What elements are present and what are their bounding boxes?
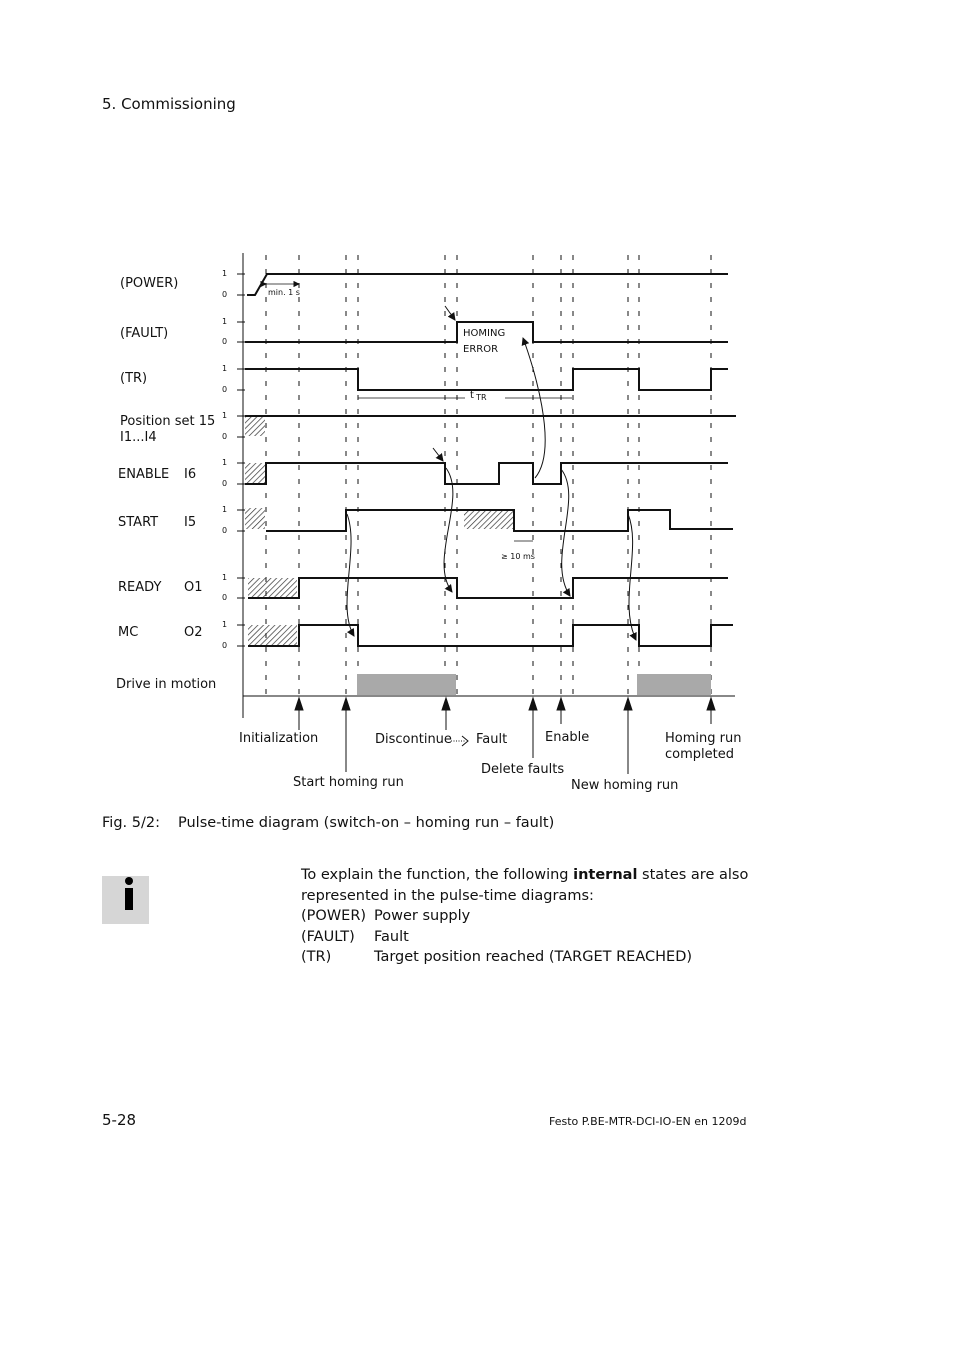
level-1: 1 <box>222 364 228 373</box>
note-line-2: represented in the pulse-time diagrams: <box>301 887 594 904</box>
level-1: 1 <box>222 269 228 278</box>
level-1: 1 <box>222 458 228 467</box>
motion-bar-new-homing <box>637 674 711 695</box>
event-homing-run-completed-1: Homing run <box>665 731 742 746</box>
signal-label-tr: (TR) <box>120 371 148 386</box>
event-new-homing-run: New homing run <box>571 778 679 793</box>
ready-waveform <box>248 578 728 598</box>
min-pulse-label: ≥ 10 ms <box>501 552 535 561</box>
note-item: (POWER) Power supply <box>301 908 471 924</box>
page-number: 5-28 <box>102 1111 137 1129</box>
level-0: 0 <box>222 290 228 299</box>
event-enable: Enable <box>545 730 590 745</box>
signal-label-power: (POWER) <box>120 276 179 291</box>
figure-title: Pulse-time diagram (switch-on – homing run – fault) <box>178 815 555 831</box>
level-1: 1 <box>222 505 228 514</box>
signal-label-position-set: Position set 15 <box>120 414 216 429</box>
signal-label-ready: READY <box>118 580 162 595</box>
motion-bar-homing <box>357 674 456 695</box>
homing-error-label-2: ERROR <box>463 344 499 355</box>
tr-waveform <box>245 369 728 390</box>
level-0: 0 <box>222 526 228 535</box>
figure-caption <box>102 815 554 831</box>
level-1: 1 <box>222 620 228 629</box>
level-1: 1 <box>222 317 228 326</box>
homing-error-label-1: HOMING <box>463 328 506 339</box>
signal-label-enable: ENABLE <box>118 467 170 482</box>
page-header: 5. Commissioning <box>102 95 236 113</box>
note-item: (TR) Target position reached (TARGET REACHED) <box>301 949 693 965</box>
signal-code-start: I5 <box>184 515 197 530</box>
level-0: 0 <box>222 337 228 346</box>
signal-code-enable: I6 <box>184 467 197 482</box>
level-0: 0 <box>222 432 228 441</box>
signal-label-start: START <box>118 515 159 530</box>
level-0: 0 <box>222 385 228 394</box>
info-icon <box>102 876 149 924</box>
figure-number: Fig. 5/2: <box>102 815 160 831</box>
signal-code-mc: O2 <box>184 625 203 640</box>
signal-code-position-set: I1...I4 <box>120 430 157 445</box>
level-0: 0 <box>222 593 228 602</box>
note-line-1: To explain the function, the following internal states are also <box>301 867 749 883</box>
event-start-homing-run: Start homing run <box>293 775 404 790</box>
signal-label-fault: (FAULT) <box>120 326 169 341</box>
signal-label-mc: MC <box>118 625 139 640</box>
level-0: 0 <box>222 641 228 650</box>
level-1: 1 <box>222 573 228 582</box>
level-ticks <box>237 274 245 646</box>
t-tr-label: t $_{TR}$ <box>470 390 487 402</box>
level-0: 0 <box>222 479 228 488</box>
mc-waveform <box>248 625 733 646</box>
enable-waveform <box>245 463 728 484</box>
event-initialization: Initialization <box>239 731 319 746</box>
event-discontinue: Discontinue <box>375 732 452 747</box>
event-fault: Fault <box>476 732 508 747</box>
event-delete-faults: Delete faults <box>481 762 565 777</box>
signal-label-drive-in-motion: Drive in motion <box>116 677 217 692</box>
min-time-label: min. 1 s <box>268 288 300 297</box>
level-1: 1 <box>222 411 228 420</box>
event-homing-run-completed-2: completed <box>665 747 734 762</box>
note-item: (FAULT) Fault <box>301 928 409 945</box>
info-note <box>301 865 748 968</box>
power-waveform <box>247 274 728 295</box>
document-id: Festo P.BE-MTR-DCI-IO-EN en 1209d <box>549 1115 747 1128</box>
signal-code-ready: O1 <box>184 580 203 595</box>
